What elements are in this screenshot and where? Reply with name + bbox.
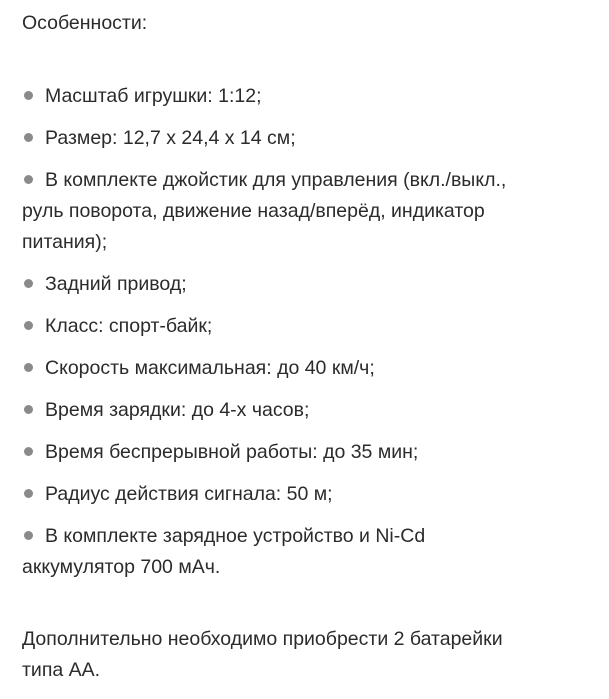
feature-text-line (22, 521, 597, 552)
feature-text: питания); (22, 231, 108, 253)
feature-text-line (22, 269, 597, 300)
feature-text-line (22, 437, 597, 468)
feature-text: Время беспрерывной работы: до 35 мин; (45, 441, 419, 463)
bullet-icon (24, 405, 33, 414)
feature-text: Класс: спорт-байк; (45, 315, 213, 337)
feature-text: Размер: 12,7 х 24,4 х 14 см; (45, 127, 296, 149)
feature-text-line (22, 165, 597, 196)
feature-list-item (22, 521, 597, 583)
feature-text: Радиус действия сигнала: 50 м; (45, 483, 333, 505)
feature-text: аккумулятор 700 мАч. (22, 556, 221, 578)
feature-list-item (22, 269, 597, 300)
feature-list (22, 81, 597, 583)
feature-text: В комплекте джойстик для управления (вкл./выкл., (45, 169, 507, 191)
feature-text: Задний привод; (45, 273, 187, 295)
features-section (22, 8, 597, 686)
bullet-icon (24, 489, 33, 498)
additional-note (22, 624, 597, 686)
bullet-icon (24, 133, 33, 142)
feature-text-line (22, 196, 597, 227)
feature-list-item (22, 81, 597, 112)
feature-text: Время зарядки: до 4-х часов; (45, 399, 310, 421)
note-text-line: Дополнительно необходимо приобрести 2 батарейки (22, 628, 503, 650)
feature-text-line (22, 81, 597, 112)
feature-list-item (22, 123, 597, 154)
feature-text: руль поворота, движение назад/вперёд, индикатор (22, 200, 485, 222)
feature-text: Масштаб игрушки: 1:12; (45, 85, 262, 107)
feature-text-line (22, 479, 597, 510)
feature-text-line (22, 395, 597, 426)
feature-text: В комплекте зарядное устройство и Ni-Cd (45, 525, 426, 547)
feature-text-line (22, 552, 597, 583)
bullet-icon (24, 175, 33, 184)
feature-text-line (22, 311, 597, 342)
section-title: Особенности: (22, 12, 148, 34)
note-text-line: типа АА. (22, 659, 101, 681)
feature-list-item (22, 165, 597, 258)
feature-text: Скорость максимальная: до 40 км/ч; (45, 357, 375, 379)
feature-list-item (22, 353, 597, 384)
feature-list-item (22, 395, 597, 426)
feature-text-line (22, 123, 597, 154)
bullet-icon (24, 321, 33, 330)
feature-list-item (22, 437, 597, 468)
feature-list-item (22, 479, 597, 510)
bullet-icon (24, 91, 33, 100)
feature-list-item (22, 311, 597, 342)
bullet-icon (24, 447, 33, 456)
bullet-icon (24, 363, 33, 372)
bullet-icon (24, 279, 33, 288)
bullet-icon (24, 531, 33, 540)
feature-text-line (22, 227, 597, 258)
feature-text-line (22, 353, 597, 384)
